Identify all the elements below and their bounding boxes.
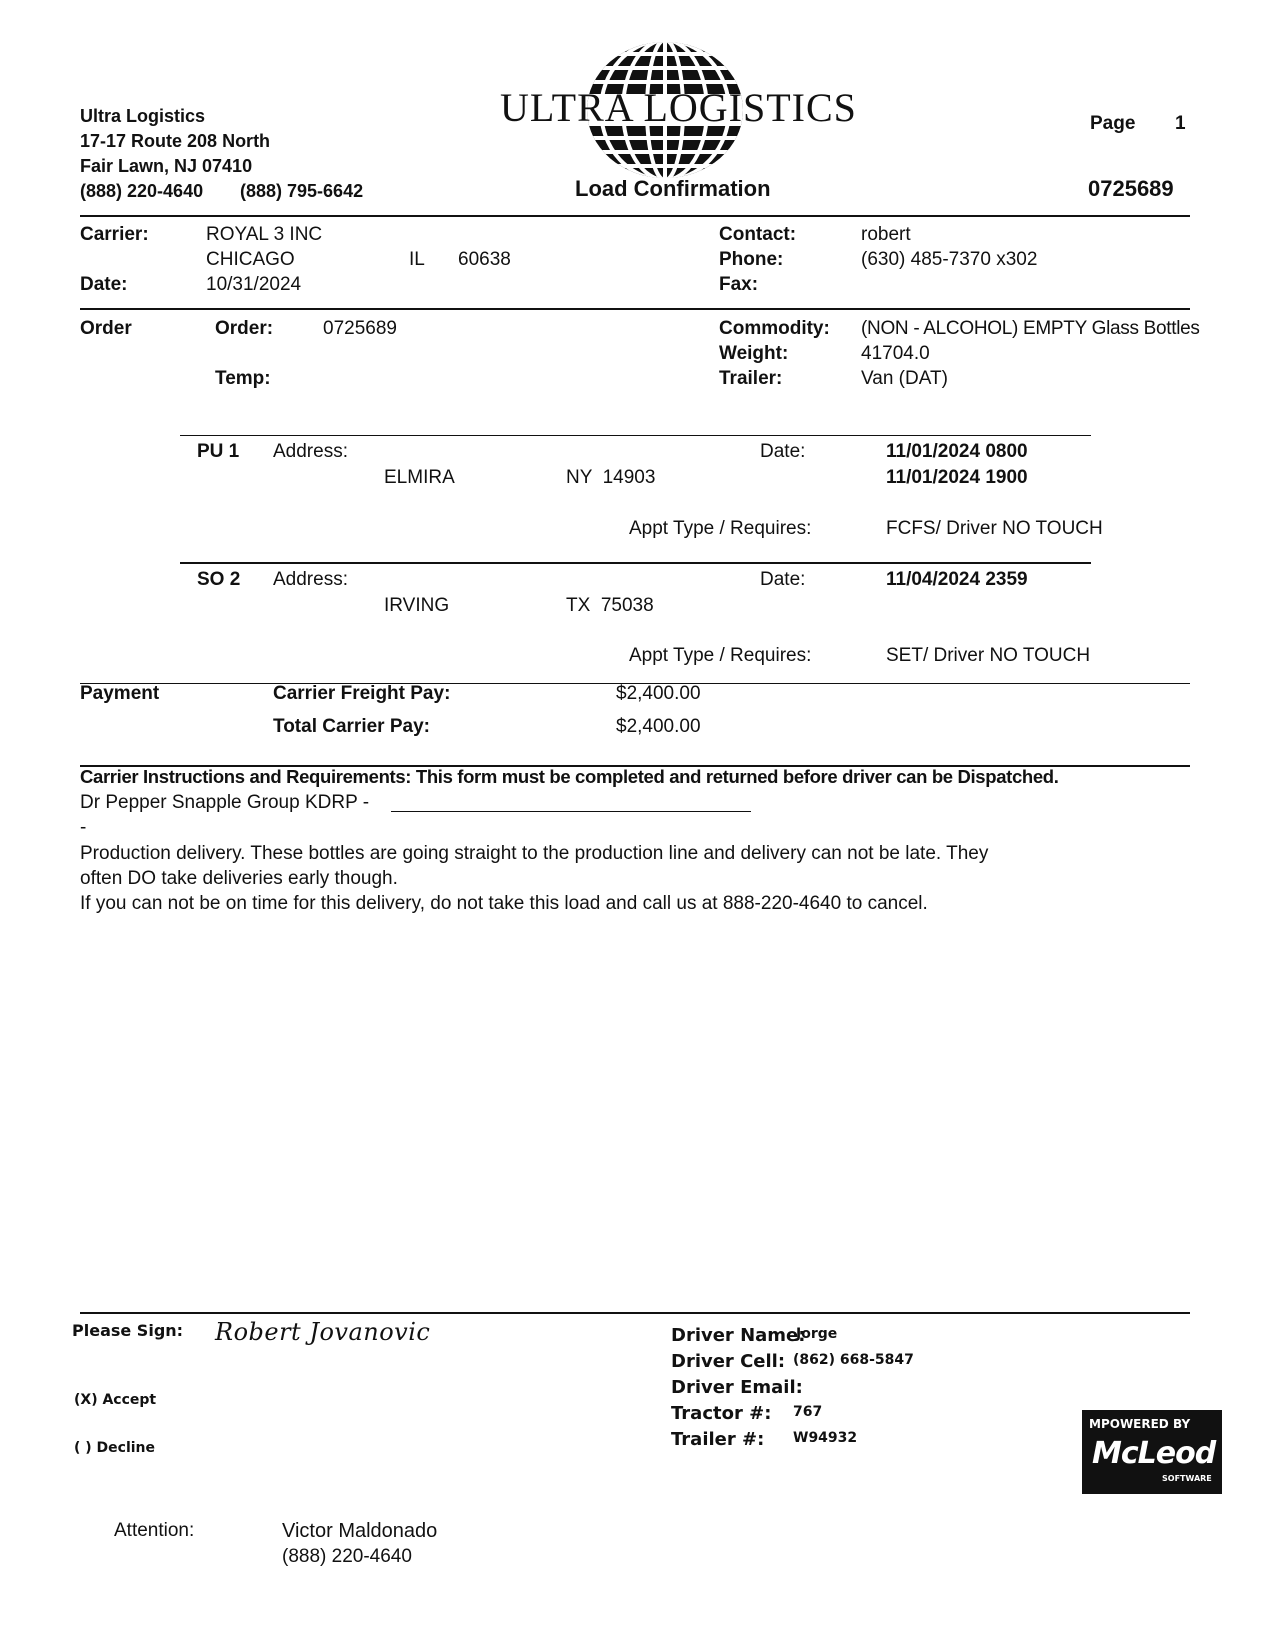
divider [80,308,1190,310]
badge-sub: SOFTWARE [1162,1474,1212,1483]
divider [80,215,1190,217]
trailer-value: Van (DAT) [861,368,948,389]
total-pay-label: Total Carrier Pay: [273,716,430,737]
signature-field[interactable]: Robert Jovanovic [215,1318,431,1346]
trailer-label: Trailer: [719,368,783,389]
stop-date-label-2: Date: [760,569,806,590]
stop-state-zip-2: TX 75038 [566,595,654,616]
instructions-line-5: If you can not be on time for this delivery, do not take this load and call us at 888-220-4640 to cancel. [80,893,928,914]
trailer-number-value: W94932 [793,1430,858,1446]
freight-pay-value: $2,400.00 [616,683,701,704]
instructions-line-1: Dr Pepper Snapple Group KDRP - [80,792,370,813]
carrier-name: ROYAL 3 INC [206,224,323,245]
page-number: 1 [1175,113,1186,134]
company-phone-2: (888) 795-6642 [240,181,364,201]
stop-divider [180,435,1091,436]
doc-number: 0725689 [1088,176,1174,201]
driver-name-value: Jorge [796,1326,838,1342]
attention-name: Victor Maldonado [282,1520,438,1542]
mcleod-logo [1082,1410,1222,1494]
stop-id-2: SO 2 [197,569,241,590]
company-street: 17-17 Route 208 North [80,131,271,151]
carrier-label: Carrier: [80,224,149,245]
attention-label: Attention: [114,1520,195,1541]
stop-address-label-2: Address: [273,569,348,590]
company-phone-1: (888) 220-4640 [80,181,204,201]
logo-text: ULTRA LOGISTICS [500,85,857,130]
stop-appt-1: FCFS/ Driver NO TOUCH [886,518,1103,539]
attention-phone: (888) 220-4640 [282,1546,412,1567]
commodity-value: (NON - ALCOHOL) EMPTY Glass Bottles [861,318,1200,339]
stop-date-label-1: Date: [760,441,806,462]
temp-label: Temp: [215,368,271,389]
order-section-label: Order [80,318,132,339]
instructions-line-2: - [80,817,87,838]
driver-cell-label: Driver Cell: [671,1351,786,1372]
driver-cell-value: (862) 668-5847 [793,1352,914,1368]
page-label: Page [1090,113,1136,134]
total-pay-value: $2,400.00 [616,716,701,737]
fax-label: Fax: [719,274,759,295]
company-name: Ultra Logistics [80,106,206,126]
carrier-date: 10/31/2024 [206,274,302,295]
driver-email-label: Driver Email: [671,1377,803,1398]
badge-brand: McLeod [1092,1436,1216,1471]
accept-option[interactable]: (X) Accept [74,1392,157,1408]
stop-appt-2: SET/ Driver NO TOUCH [886,645,1091,666]
tractor-value: 767 [793,1404,823,1420]
trailer-number-label: Trailer #: [671,1429,765,1450]
driver-name-label: Driver Name: [671,1325,806,1346]
stop-divider [180,562,1091,564]
contact-label: Contact: [719,224,797,245]
weight-label: Weight: [719,343,789,364]
tractor-label: Tractor #: [671,1403,772,1424]
stop-city-1: ELMIRA [384,467,455,488]
stop-id-1: PU 1 [197,441,240,462]
carrier-zip: 60638 [458,249,511,270]
instructions-heading: Carrier Instructions and Requirements: This form must be completed and returned before driver can be Dispatched. [80,766,1059,787]
weight-value: 41704.0 [861,343,930,364]
divider [80,1312,1190,1314]
stop-date-end-1: 11/01/2024 1900 [886,467,1028,488]
stop-city-2: IRVING [384,595,450,616]
payment-section-label: Payment [80,683,160,704]
phone-value: (630) 485-7370 x302 [861,249,1038,270]
stop-date-start-1: 11/01/2024 0800 [886,441,1028,462]
fill-line [391,811,751,812]
stop-appt-label-2: Appt Type / Requires: [629,645,812,666]
stop-appt-label-1: Appt Type / Requires: [629,518,812,539]
instructions-line-3: Production delivery. These bottles are going straight to the production line and delivery can not be late. They [80,843,989,864]
phone-label: Phone: [719,249,784,270]
carrier-state: IL [409,249,425,270]
badge-top: MPOWERED BY [1089,1417,1191,1431]
stop-state-zip-1: NY 14903 [566,467,656,488]
date-label: Date: [80,274,128,295]
doc-title: Load Confirmation [575,176,771,201]
stop-address-label-1: Address: [273,441,348,462]
carrier-city: CHICAGO [206,249,295,270]
please-sign-label: Please Sign: [72,1321,184,1340]
contact-value: robert [861,224,911,245]
company-city: Fair Lawn, NJ 07410 [80,156,253,176]
order-label: Order: [215,318,274,339]
commodity-label: Commodity: [719,318,830,339]
instructions-line-4: often DO take deliveries early though. [80,868,398,889]
stop-date-2: 11/04/2024 2359 [886,569,1028,590]
decline-option[interactable]: ( ) Decline [74,1440,156,1456]
freight-pay-label: Carrier Freight Pay: [273,683,451,704]
order-number: 0725689 [323,318,397,339]
